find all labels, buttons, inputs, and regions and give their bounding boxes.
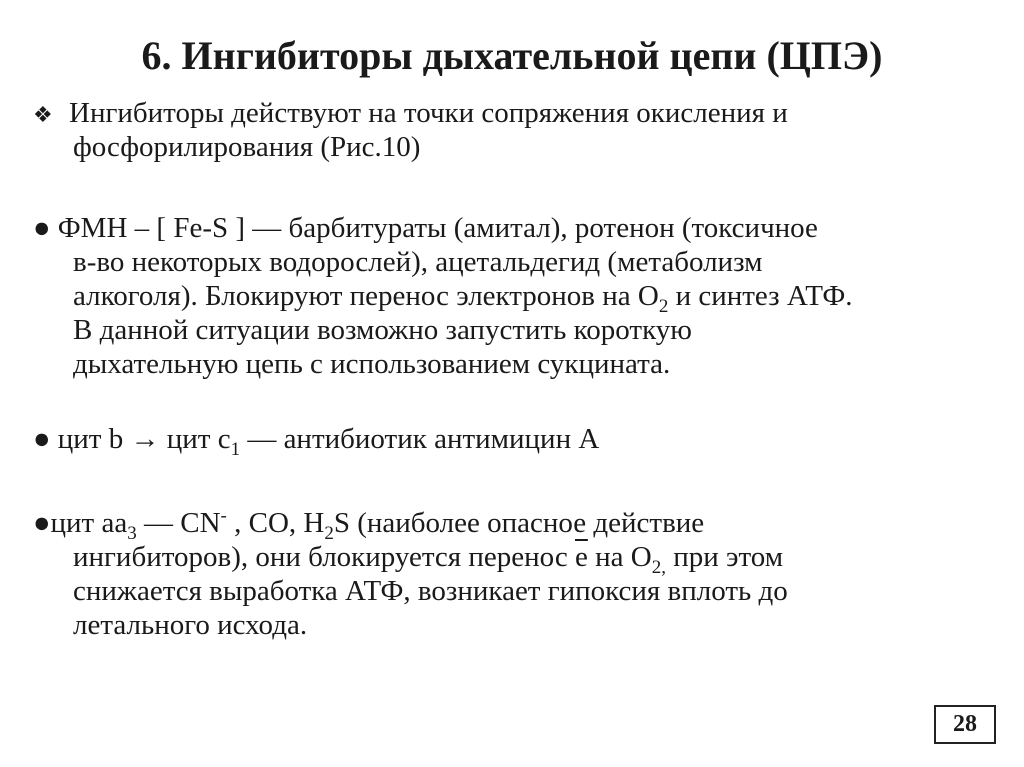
inhibitor-item-cyt-aa3 bbox=[33, 506, 1008, 642]
item3-line-2: ингибиторов), они блокируется перенос е на $О_{2,}$ при этом bbox=[73, 541, 784, 578]
item3-line-3: снижается выработка АТФ, возникает гипоксия вплоть до bbox=[73, 575, 788, 607]
item3-line-1: ●цит $aa_3$ — CN- , CO, $H_2S$ (наиболее опасное действие bbox=[33, 505, 705, 544]
item1-line-1: ● ФМН – [ Fe-S ] — барбитураты (амитал), ротенон (токсичное bbox=[33, 212, 818, 244]
item1-line-5: дыхательную цепь с использованием сукцината. bbox=[73, 348, 671, 380]
intro-line-1: Ингибиторы действуют на точки сопряжения окисления и bbox=[69, 97, 788, 129]
intro-paragraph bbox=[33, 96, 1008, 164]
slide-title: 6. Ингибиторы дыхательной цепи (ЦПЭ) bbox=[141, 33, 883, 78]
inhibitor-item-cyt-b: ● цит b → цит $c_1$ — антибиотик антимицин А bbox=[33, 423, 600, 460]
page-number-badge: 28 bbox=[934, 705, 996, 744]
item3-line-4: летального исхода. bbox=[73, 609, 308, 641]
item1-line-4: В данной ситуации возможно запустить короткую bbox=[73, 314, 692, 346]
intro-line-2: фосфорилирования (Рис.10) bbox=[73, 131, 421, 163]
inhibitor-item-fmn bbox=[33, 211, 1008, 381]
item1-line-3: алкоголя). Блокируют перенос электронов на $О_2$ и синтез АТФ. bbox=[73, 280, 853, 317]
electron-symbol: е bbox=[575, 541, 588, 573]
diamond-bullet-icon: ❖ bbox=[33, 103, 53, 128]
item1-line-2: в-во некоторых водорослей), ацетальдегид (метаболизм bbox=[73, 246, 763, 278]
